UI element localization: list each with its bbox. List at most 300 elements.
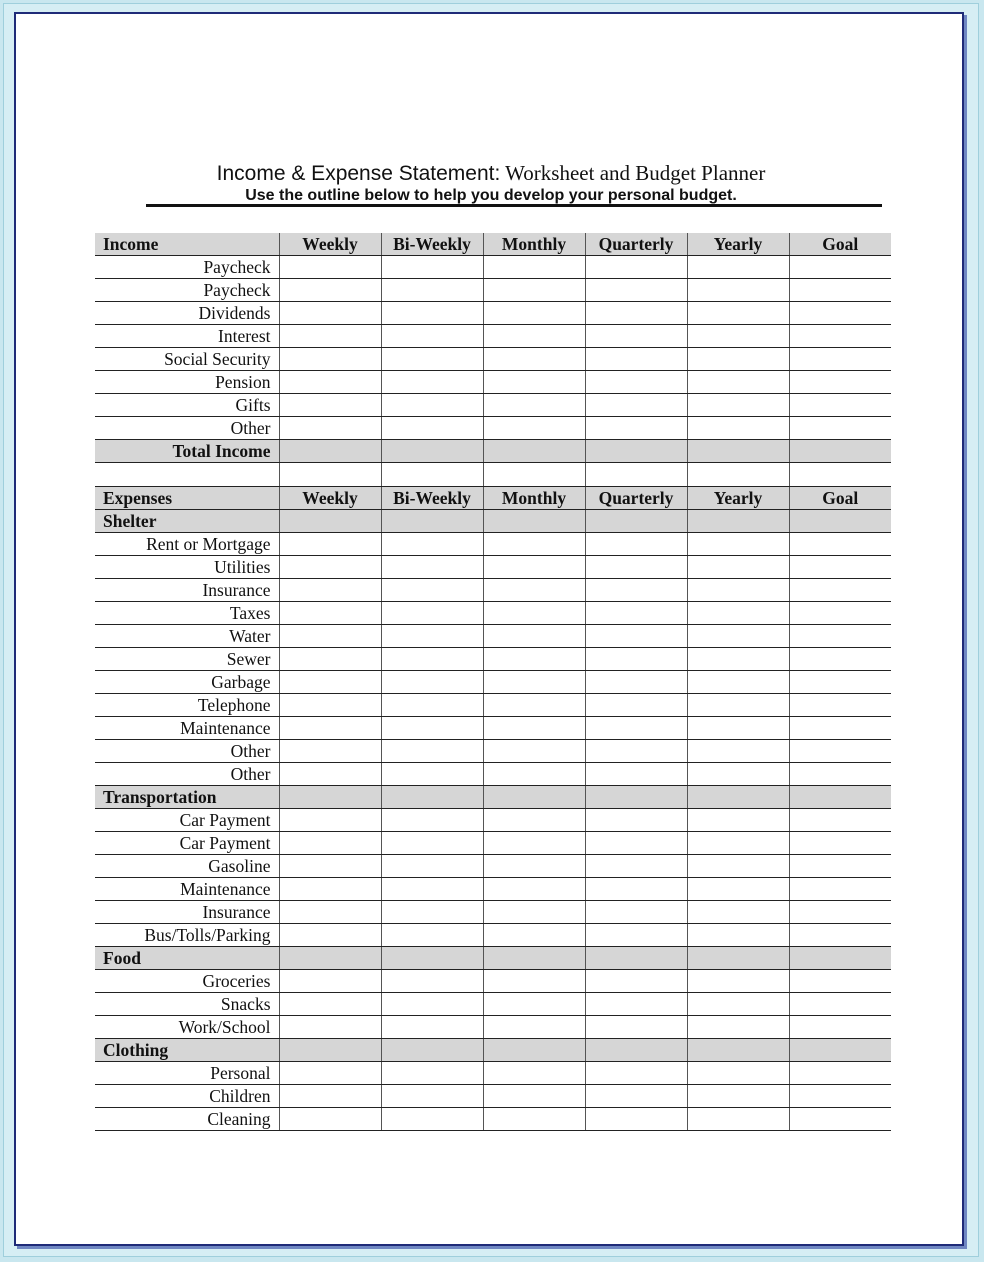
amount-cell-bi-weekly[interactable] bbox=[381, 417, 483, 440]
amount-cell-yearly[interactable] bbox=[687, 878, 789, 901]
amount-cell-quarterly[interactable] bbox=[585, 440, 687, 463]
income-row-label: Dividends bbox=[95, 302, 279, 325]
amount-cell-yearly[interactable] bbox=[687, 1085, 789, 1108]
amount-cell-goal[interactable] bbox=[789, 1016, 891, 1039]
income-row bbox=[95, 371, 891, 394]
amount-cell-bi-weekly[interactable] bbox=[381, 901, 483, 924]
income-header-row bbox=[95, 233, 891, 256]
amount-cell-yearly[interactable] bbox=[687, 947, 789, 970]
amount-cell-goal[interactable] bbox=[789, 970, 891, 993]
amount-cell-yearly[interactable] bbox=[687, 786, 789, 809]
amount-cell-weekly[interactable] bbox=[279, 394, 381, 417]
expense-row bbox=[95, 924, 891, 947]
amount-cell-yearly[interactable] bbox=[687, 371, 789, 394]
amount-cell-quarterly[interactable] bbox=[585, 256, 687, 279]
amount-cell-bi-weekly[interactable] bbox=[381, 325, 483, 348]
total-income-row-label: Total Income bbox=[95, 440, 279, 463]
amount-cell-weekly[interactable] bbox=[279, 510, 381, 533]
amount-cell-bi-weekly[interactable] bbox=[381, 809, 483, 832]
amount-cell-goal[interactable] bbox=[789, 855, 891, 878]
expense-row-label: Insurance bbox=[95, 901, 279, 924]
category-row-label: Food bbox=[95, 947, 279, 970]
amount-cell-yearly[interactable] bbox=[687, 993, 789, 1016]
amount-cell-goal[interactable] bbox=[789, 694, 891, 717]
expense-row-label: Maintenance bbox=[95, 878, 279, 901]
income-row bbox=[95, 394, 891, 417]
amount-cell-quarterly[interactable] bbox=[585, 1085, 687, 1108]
amount-cell-quarterly[interactable] bbox=[585, 325, 687, 348]
amount-cell-monthly[interactable] bbox=[483, 1016, 585, 1039]
amount-cell-yearly[interactable] bbox=[687, 533, 789, 556]
amount-cell-monthly[interactable] bbox=[483, 394, 585, 417]
expense-row bbox=[95, 855, 891, 878]
expense-row bbox=[95, 1016, 891, 1039]
amount-cell-quarterly[interactable] bbox=[585, 394, 687, 417]
amount-cell-weekly[interactable] bbox=[279, 993, 381, 1016]
amount-cell-quarterly[interactable] bbox=[585, 878, 687, 901]
category-row-label: Transportation bbox=[95, 786, 279, 809]
amount-cell-goal[interactable] bbox=[789, 878, 891, 901]
amount-cell-weekly[interactable] bbox=[279, 279, 381, 302]
amount-cell-goal[interactable] bbox=[789, 325, 891, 348]
amount-cell-weekly[interactable] bbox=[279, 809, 381, 832]
amount-cell-bi-weekly[interactable] bbox=[381, 717, 483, 740]
income-row-label: Paycheck bbox=[95, 256, 279, 279]
amount-cell-quarterly[interactable] bbox=[585, 717, 687, 740]
amount-cell-goal[interactable] bbox=[789, 648, 891, 671]
amount-cell-weekly[interactable] bbox=[279, 763, 381, 786]
amount-cell-goal[interactable] bbox=[789, 786, 891, 809]
amount-cell-goal[interactable] bbox=[789, 993, 891, 1016]
worksheet-page bbox=[14, 12, 964, 1246]
amount-cell-weekly[interactable] bbox=[279, 924, 381, 947]
amount-cell-bi-weekly[interactable] bbox=[381, 924, 483, 947]
amount-cell-yearly[interactable] bbox=[687, 348, 789, 371]
amount-cell-bi-weekly[interactable] bbox=[381, 579, 483, 602]
amount-cell-bi-weekly[interactable] bbox=[381, 463, 483, 487]
amount-cell-goal[interactable] bbox=[789, 533, 891, 556]
income-row bbox=[95, 417, 891, 440]
amount-cell-quarterly[interactable] bbox=[585, 740, 687, 763]
amount-cell-yearly[interactable] bbox=[687, 694, 789, 717]
amount-cell-monthly[interactable] bbox=[483, 625, 585, 648]
spacer-row-label bbox=[95, 463, 279, 487]
amount-cell-monthly[interactable] bbox=[483, 648, 585, 671]
amount-cell-weekly[interactable] bbox=[279, 878, 381, 901]
amount-cell-goal[interactable] bbox=[789, 302, 891, 325]
expense-row bbox=[95, 1085, 891, 1108]
spacer-row bbox=[95, 463, 891, 487]
amount-cell-yearly[interactable] bbox=[687, 602, 789, 625]
expense-row bbox=[95, 901, 891, 924]
amount-cell-quarterly[interactable] bbox=[585, 579, 687, 602]
column-header-yearly: Yearly bbox=[687, 487, 789, 510]
category-row bbox=[95, 1039, 891, 1062]
amount-cell-bi-weekly[interactable] bbox=[381, 740, 483, 763]
amount-cell-monthly[interactable] bbox=[483, 279, 585, 302]
amount-cell-bi-weekly[interactable] bbox=[381, 947, 483, 970]
income-row bbox=[95, 256, 891, 279]
amount-cell-quarterly[interactable] bbox=[585, 417, 687, 440]
amount-cell-yearly[interactable] bbox=[687, 763, 789, 786]
amount-cell-bi-weekly[interactable] bbox=[381, 1085, 483, 1108]
amount-cell-yearly[interactable] bbox=[687, 579, 789, 602]
amount-cell-weekly[interactable] bbox=[279, 325, 381, 348]
income-row-label: Pension bbox=[95, 371, 279, 394]
expense-row bbox=[95, 648, 891, 671]
amount-cell-monthly[interactable] bbox=[483, 256, 585, 279]
amount-cell-monthly[interactable] bbox=[483, 970, 585, 993]
column-header-bi-weekly: Bi-Weekly bbox=[381, 233, 483, 256]
amount-cell-goal[interactable] bbox=[789, 602, 891, 625]
amount-cell-bi-weekly[interactable] bbox=[381, 602, 483, 625]
amount-cell-monthly[interactable] bbox=[483, 533, 585, 556]
amount-cell-yearly[interactable] bbox=[687, 440, 789, 463]
amount-cell-weekly[interactable] bbox=[279, 786, 381, 809]
amount-cell-quarterly[interactable] bbox=[585, 510, 687, 533]
expense-row bbox=[95, 970, 891, 993]
amount-cell-quarterly[interactable] bbox=[585, 302, 687, 325]
expense-row bbox=[95, 694, 891, 717]
amount-cell-yearly[interactable] bbox=[687, 394, 789, 417]
expense-row-label: Children bbox=[95, 1085, 279, 1108]
expense-row bbox=[95, 832, 891, 855]
amount-cell-weekly[interactable] bbox=[279, 1085, 381, 1108]
column-header-goal: Goal bbox=[789, 487, 891, 510]
expense-row-label: Snacks bbox=[95, 993, 279, 1016]
amount-cell-monthly[interactable] bbox=[483, 740, 585, 763]
amount-cell-yearly[interactable] bbox=[687, 832, 789, 855]
amount-cell-yearly[interactable] bbox=[687, 625, 789, 648]
amount-cell-monthly[interactable] bbox=[483, 1085, 585, 1108]
amount-cell-weekly[interactable] bbox=[279, 1016, 381, 1039]
amount-cell-weekly[interactable] bbox=[279, 440, 381, 463]
amount-cell-goal[interactable] bbox=[789, 740, 891, 763]
amount-cell-yearly[interactable] bbox=[687, 671, 789, 694]
amount-cell-monthly[interactable] bbox=[483, 1062, 585, 1085]
amount-cell-goal[interactable] bbox=[789, 579, 891, 602]
amount-cell-monthly[interactable] bbox=[483, 302, 585, 325]
expense-row-label: Car Payment bbox=[95, 832, 279, 855]
amount-cell-bi-weekly[interactable] bbox=[381, 993, 483, 1016]
amount-cell-quarterly[interactable] bbox=[585, 763, 687, 786]
amount-cell-bi-weekly[interactable] bbox=[381, 970, 483, 993]
expense-row-label: Gasoline bbox=[95, 855, 279, 878]
expense-row-label: Maintenance bbox=[95, 717, 279, 740]
amount-cell-monthly[interactable] bbox=[483, 440, 585, 463]
amount-cell-yearly[interactable] bbox=[687, 855, 789, 878]
amount-cell-yearly[interactable] bbox=[687, 510, 789, 533]
amount-cell-monthly[interactable] bbox=[483, 694, 585, 717]
amount-cell-bi-weekly[interactable] bbox=[381, 510, 483, 533]
amount-cell-monthly[interactable] bbox=[483, 325, 585, 348]
amount-cell-monthly[interactable] bbox=[483, 579, 585, 602]
amount-cell-weekly[interactable] bbox=[279, 371, 381, 394]
amount-cell-goal[interactable] bbox=[789, 556, 891, 579]
amount-cell-yearly[interactable] bbox=[687, 809, 789, 832]
column-header-quarterly: Quarterly bbox=[585, 233, 687, 256]
amount-cell-goal[interactable] bbox=[789, 1039, 891, 1062]
amount-cell-quarterly[interactable] bbox=[585, 533, 687, 556]
amount-cell-yearly[interactable] bbox=[687, 302, 789, 325]
amount-cell-quarterly[interactable] bbox=[585, 786, 687, 809]
amount-cell-yearly[interactable] bbox=[687, 463, 789, 487]
amount-cell-yearly[interactable] bbox=[687, 970, 789, 993]
amount-cell-goal[interactable] bbox=[789, 279, 891, 302]
amount-cell-goal[interactable] bbox=[789, 671, 891, 694]
amount-cell-yearly[interactable] bbox=[687, 924, 789, 947]
amount-cell-weekly[interactable] bbox=[279, 256, 381, 279]
amount-cell-monthly[interactable] bbox=[483, 878, 585, 901]
amount-cell-weekly[interactable] bbox=[279, 947, 381, 970]
amount-cell-weekly[interactable] bbox=[279, 348, 381, 371]
category-row bbox=[95, 786, 891, 809]
amount-cell-bi-weekly[interactable] bbox=[381, 786, 483, 809]
amount-cell-goal[interactable] bbox=[789, 1062, 891, 1085]
income-row bbox=[95, 279, 891, 302]
amount-cell-weekly[interactable] bbox=[279, 302, 381, 325]
category-row bbox=[95, 947, 891, 970]
amount-cell-yearly[interactable] bbox=[687, 740, 789, 763]
expense-row bbox=[95, 878, 891, 901]
amount-cell-quarterly[interactable] bbox=[585, 970, 687, 993]
column-header-monthly: Monthly bbox=[483, 487, 585, 510]
expense-row-label: Telephone bbox=[95, 694, 279, 717]
column-header-yearly: Yearly bbox=[687, 233, 789, 256]
amount-cell-weekly[interactable] bbox=[279, 740, 381, 763]
expense-row-label: Insurance bbox=[95, 579, 279, 602]
amount-cell-quarterly[interactable] bbox=[585, 371, 687, 394]
expense-row bbox=[95, 717, 891, 740]
amount-cell-goal[interactable] bbox=[789, 717, 891, 740]
amount-cell-goal[interactable] bbox=[789, 463, 891, 487]
amount-cell-bi-weekly[interactable] bbox=[381, 763, 483, 786]
amount-cell-quarterly[interactable] bbox=[585, 901, 687, 924]
amount-cell-goal[interactable] bbox=[789, 809, 891, 832]
amount-cell-monthly[interactable] bbox=[483, 924, 585, 947]
income-row-label: Social Security bbox=[95, 348, 279, 371]
document-title bbox=[16, 161, 966, 186]
amount-cell-weekly[interactable] bbox=[279, 417, 381, 440]
amount-cell-weekly[interactable] bbox=[279, 1062, 381, 1085]
amount-cell-quarterly[interactable] bbox=[585, 602, 687, 625]
income-row-label: Interest bbox=[95, 325, 279, 348]
amount-cell-yearly[interactable] bbox=[687, 1062, 789, 1085]
amount-cell-bi-weekly[interactable] bbox=[381, 302, 483, 325]
amount-cell-yearly[interactable] bbox=[687, 325, 789, 348]
column-header-quarterly: Quarterly bbox=[585, 487, 687, 510]
amount-cell-weekly[interactable] bbox=[279, 1039, 381, 1062]
amount-cell-bi-weekly[interactable] bbox=[381, 1062, 483, 1085]
amount-cell-weekly[interactable] bbox=[279, 717, 381, 740]
amount-cell-quarterly[interactable] bbox=[585, 1108, 687, 1131]
amount-cell-goal[interactable] bbox=[789, 924, 891, 947]
expense-row bbox=[95, 671, 891, 694]
expense-row bbox=[95, 1108, 891, 1131]
amount-cell-weekly[interactable] bbox=[279, 533, 381, 556]
amount-cell-yearly[interactable] bbox=[687, 417, 789, 440]
amount-cell-goal[interactable] bbox=[789, 348, 891, 371]
amount-cell-goal[interactable] bbox=[789, 1085, 891, 1108]
amount-cell-bi-weekly[interactable] bbox=[381, 440, 483, 463]
amount-cell-yearly[interactable] bbox=[687, 648, 789, 671]
amount-cell-bi-weekly[interactable] bbox=[381, 556, 483, 579]
amount-cell-goal[interactable] bbox=[789, 371, 891, 394]
amount-cell-weekly[interactable] bbox=[279, 625, 381, 648]
amount-cell-weekly[interactable] bbox=[279, 556, 381, 579]
amount-cell-monthly[interactable] bbox=[483, 786, 585, 809]
amount-cell-bi-weekly[interactable] bbox=[381, 671, 483, 694]
expense-row-label: Work/School bbox=[95, 1016, 279, 1039]
amount-cell-quarterly[interactable] bbox=[585, 348, 687, 371]
expense-row-label: Utilities bbox=[95, 556, 279, 579]
expenses-header-row bbox=[95, 487, 891, 510]
amount-cell-yearly[interactable] bbox=[687, 1108, 789, 1131]
amount-cell-yearly[interactable] bbox=[687, 1039, 789, 1062]
amount-cell-goal[interactable] bbox=[789, 394, 891, 417]
amount-cell-monthly[interactable] bbox=[483, 855, 585, 878]
amount-cell-weekly[interactable] bbox=[279, 463, 381, 487]
amount-cell-monthly[interactable] bbox=[483, 556, 585, 579]
amount-cell-monthly[interactable] bbox=[483, 348, 585, 371]
amount-cell-bi-weekly[interactable] bbox=[381, 371, 483, 394]
amount-cell-bi-weekly[interactable] bbox=[381, 1108, 483, 1131]
amount-cell-yearly[interactable] bbox=[687, 1016, 789, 1039]
column-header-weekly: Weekly bbox=[279, 233, 381, 256]
amount-cell-weekly[interactable] bbox=[279, 1108, 381, 1131]
amount-cell-goal[interactable] bbox=[789, 510, 891, 533]
amount-cell-quarterly[interactable] bbox=[585, 832, 687, 855]
amount-cell-quarterly[interactable] bbox=[585, 924, 687, 947]
expense-row-label: Cleaning bbox=[95, 1108, 279, 1131]
amount-cell-weekly[interactable] bbox=[279, 901, 381, 924]
expense-row bbox=[95, 763, 891, 786]
amount-cell-bi-weekly[interactable] bbox=[381, 832, 483, 855]
income-row bbox=[95, 348, 891, 371]
amount-cell-bi-weekly[interactable] bbox=[381, 394, 483, 417]
amount-cell-yearly[interactable] bbox=[687, 717, 789, 740]
amount-cell-quarterly[interactable] bbox=[585, 625, 687, 648]
amount-cell-goal[interactable] bbox=[789, 256, 891, 279]
amount-cell-yearly[interactable] bbox=[687, 901, 789, 924]
amount-cell-monthly[interactable] bbox=[483, 417, 585, 440]
expenses-section-label: Expenses bbox=[95, 487, 279, 510]
amount-cell-goal[interactable] bbox=[789, 440, 891, 463]
amount-cell-weekly[interactable] bbox=[279, 694, 381, 717]
amount-cell-bi-weekly[interactable] bbox=[381, 256, 483, 279]
income-row-label: Gifts bbox=[95, 394, 279, 417]
amount-cell-bi-weekly[interactable] bbox=[381, 648, 483, 671]
income-row-label: Paycheck bbox=[95, 279, 279, 302]
expense-row bbox=[95, 602, 891, 625]
expense-row bbox=[95, 533, 891, 556]
amount-cell-goal[interactable] bbox=[789, 901, 891, 924]
amount-cell-quarterly[interactable] bbox=[585, 694, 687, 717]
amount-cell-goal[interactable] bbox=[789, 832, 891, 855]
amount-cell-yearly[interactable] bbox=[687, 556, 789, 579]
amount-cell-monthly[interactable] bbox=[483, 832, 585, 855]
title-suffix: Worksheet and Budget Planner bbox=[505, 161, 766, 185]
amount-cell-quarterly[interactable] bbox=[585, 855, 687, 878]
amount-cell-weekly[interactable] bbox=[279, 855, 381, 878]
amount-cell-goal[interactable] bbox=[789, 1108, 891, 1131]
amount-cell-quarterly[interactable] bbox=[585, 279, 687, 302]
amount-cell-bi-weekly[interactable] bbox=[381, 625, 483, 648]
amount-cell-quarterly[interactable] bbox=[585, 648, 687, 671]
category-row bbox=[95, 510, 891, 533]
expense-row-label: Other bbox=[95, 740, 279, 763]
amount-cell-quarterly[interactable] bbox=[585, 556, 687, 579]
amount-cell-goal[interactable] bbox=[789, 417, 891, 440]
amount-cell-weekly[interactable] bbox=[279, 648, 381, 671]
amount-cell-monthly[interactable] bbox=[483, 809, 585, 832]
amount-cell-yearly[interactable] bbox=[687, 256, 789, 279]
expense-row-label: Bus/Tolls/Parking bbox=[95, 924, 279, 947]
amount-cell-monthly[interactable] bbox=[483, 1039, 585, 1062]
amount-cell-yearly[interactable] bbox=[687, 279, 789, 302]
expense-row bbox=[95, 556, 891, 579]
total-income-row bbox=[95, 440, 891, 463]
amount-cell-bi-weekly[interactable] bbox=[381, 1039, 483, 1062]
expense-row bbox=[95, 1062, 891, 1085]
expense-row-label: Groceries bbox=[95, 970, 279, 993]
amount-cell-monthly[interactable] bbox=[483, 371, 585, 394]
amount-cell-quarterly[interactable] bbox=[585, 993, 687, 1016]
amount-cell-monthly[interactable] bbox=[483, 1108, 585, 1131]
amount-cell-weekly[interactable] bbox=[279, 579, 381, 602]
amount-cell-monthly[interactable] bbox=[483, 463, 585, 487]
amount-cell-monthly[interactable] bbox=[483, 717, 585, 740]
amount-cell-quarterly[interactable] bbox=[585, 463, 687, 487]
amount-cell-monthly[interactable] bbox=[483, 901, 585, 924]
amount-cell-bi-weekly[interactable] bbox=[381, 279, 483, 302]
amount-cell-quarterly[interactable] bbox=[585, 1062, 687, 1085]
amount-cell-bi-weekly[interactable] bbox=[381, 533, 483, 556]
amount-cell-weekly[interactable] bbox=[279, 832, 381, 855]
expense-row bbox=[95, 809, 891, 832]
amount-cell-goal[interactable] bbox=[789, 947, 891, 970]
amount-cell-bi-weekly[interactable] bbox=[381, 1016, 483, 1039]
expense-row-label: Taxes bbox=[95, 602, 279, 625]
amount-cell-goal[interactable] bbox=[789, 763, 891, 786]
column-header-goal: Goal bbox=[789, 233, 891, 256]
amount-cell-bi-weekly[interactable] bbox=[381, 878, 483, 901]
expense-row bbox=[95, 579, 891, 602]
amount-cell-quarterly[interactable] bbox=[585, 947, 687, 970]
amount-cell-goal[interactable] bbox=[789, 625, 891, 648]
amount-cell-monthly[interactable] bbox=[483, 510, 585, 533]
amount-cell-bi-weekly[interactable] bbox=[381, 694, 483, 717]
amount-cell-weekly[interactable] bbox=[279, 671, 381, 694]
amount-cell-quarterly[interactable] bbox=[585, 1016, 687, 1039]
amount-cell-monthly[interactable] bbox=[483, 763, 585, 786]
expense-row-label: Garbage bbox=[95, 671, 279, 694]
category-row-label: Clothing bbox=[95, 1039, 279, 1062]
amount-cell-monthly[interactable] bbox=[483, 993, 585, 1016]
amount-cell-quarterly[interactable] bbox=[585, 809, 687, 832]
amount-cell-monthly[interactable] bbox=[483, 671, 585, 694]
amount-cell-quarterly[interactable] bbox=[585, 671, 687, 694]
title-prefix: Income & Expense Statement: bbox=[216, 162, 501, 185]
amount-cell-weekly[interactable] bbox=[279, 970, 381, 993]
amount-cell-monthly[interactable] bbox=[483, 947, 585, 970]
amount-cell-quarterly[interactable] bbox=[585, 1039, 687, 1062]
amount-cell-bi-weekly[interactable] bbox=[381, 855, 483, 878]
expense-row-label: Personal bbox=[95, 1062, 279, 1085]
amount-cell-monthly[interactable] bbox=[483, 602, 585, 625]
amount-cell-bi-weekly[interactable] bbox=[381, 348, 483, 371]
amount-cell-weekly[interactable] bbox=[279, 602, 381, 625]
